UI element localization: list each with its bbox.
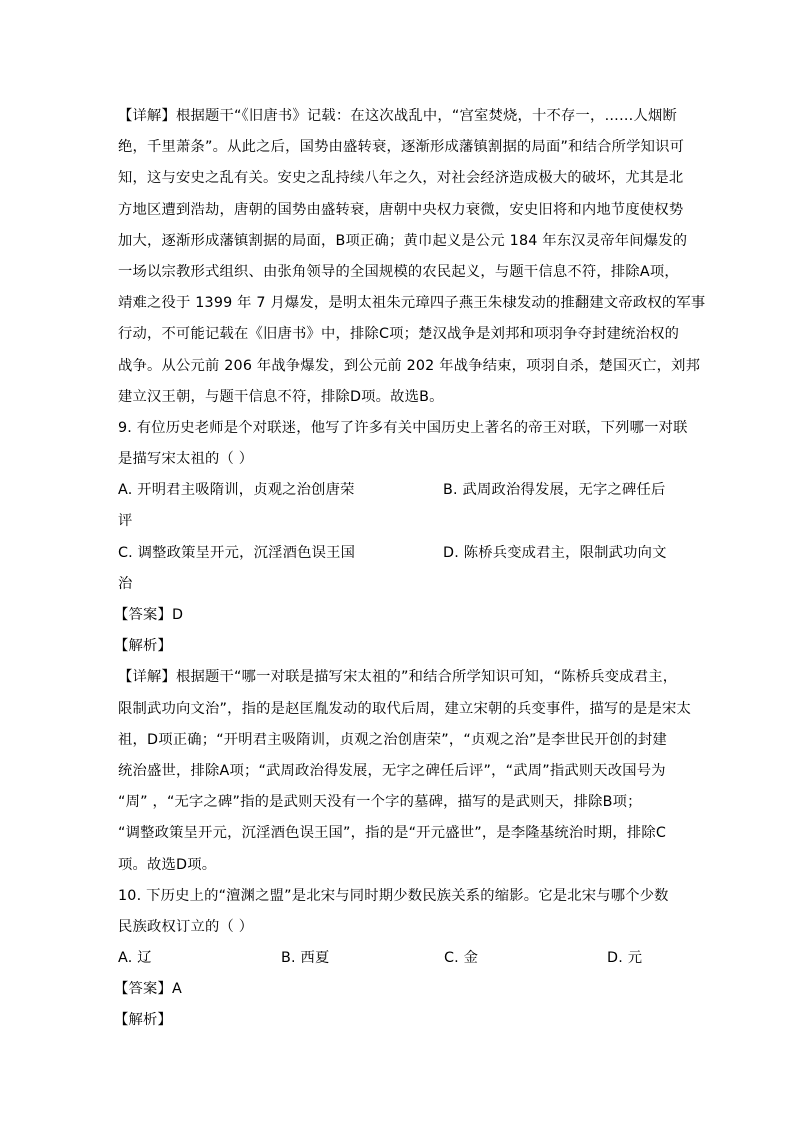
- text-line: 【详解】根据题干“《旧唐书》记载：在这次战乱中，“宫室焚烧，十不存一，……人烟断: [118, 108, 677, 124]
- text-line: 项。故选D项。: [118, 856, 217, 873]
- option-d-wrap: 治: [118, 575, 133, 592]
- option-b-wrap: 评: [118, 513, 133, 530]
- option-d: D. 陈桥兵变成君主，限制武功向文: [443, 544, 667, 561]
- text-line: 加大，逐渐形成藩镇割据的局面，B项正确；黄巾起义是公元 184 年东汉灵帝年间爆发的: [118, 232, 688, 249]
- question-10: [114, 881, 678, 1037]
- text-line: 一场以宗教形式组织、由张角领导的全国规模的农民起义，与题干信息不符，排除A项，: [118, 263, 679, 280]
- question-stem: 民族政权订立的（ ）: [118, 918, 254, 935]
- text-line: 知，这与安史之乱有关。安史之乱持续八年之久，对社会经济造成极大的破坏，尤其是北: [118, 170, 684, 187]
- answer-label: 【答案】D: [114, 607, 184, 623]
- option-a: A. 开明君主吸隋训，贞观之治创唐荣: [118, 482, 355, 499]
- question-stem: 10. 下历史上的“澶渊之盟”是北宋与同时期少数民族关系的缩影。它是北宋与哪个少数: [118, 887, 669, 904]
- document-page: [114, 101, 706, 1037]
- text-line: “周” ，“无字之碑”指的是武则天没有一个字的墓碑，描写的是武则天，排除B项；: [118, 794, 642, 811]
- question-stem: 是描写宋太祖的（ ）: [118, 451, 254, 468]
- question-stem: 9. 有位历史老师是个对联迷，他写了许多有关中国历史上著名的帝王对联，下列哪一对联: [118, 419, 688, 436]
- option-b: B. 西夏: [281, 950, 330, 967]
- text-line: “调整政策呈开元，沉淫酒色误王国”，指的是“开元盛世”，是李隆基统治时期，排除C: [118, 825, 666, 842]
- options-row: [118, 943, 678, 974]
- text-line: 方地区遭到浩劫，唐朝的国势由盛转衰，唐朝中央权力衰微，安史旧将和内地节度使权势: [118, 201, 684, 218]
- q9-explanation: [118, 662, 691, 880]
- option-c: C. 调整政策呈开元，沉淫酒色误王国: [118, 544, 356, 561]
- text-line: 建立汉王朝，与题干信息不符，排除D项。故选B。: [118, 388, 444, 405]
- analysis-label: 【解析】: [114, 638, 172, 655]
- option-b: B. 武周政治得发展，无字之碑任后: [443, 482, 666, 499]
- text-line: 靖难之役于 1399 年 7 月爆发，是明太祖朱元璋四子燕王朱棣发动的推翻建文帝政权的军事: [118, 295, 706, 312]
- q8-explanation: [118, 101, 706, 413]
- answer-label: 【答案】A: [114, 981, 182, 998]
- analysis-label: 【解析】: [114, 1012, 172, 1029]
- options-row: [118, 475, 678, 506]
- text-line: 祖，D项正确；“开明君主吸隋训，贞观之治创唐荣”，“贞观之治”是李世民开创的封建: [118, 731, 668, 748]
- text-line: 【详解】根据题干“哪一对联是描写宋太祖的”和结合所学知识可知，“陈桥兵变成君主，: [118, 669, 678, 686]
- options-row: [118, 538, 678, 569]
- option-c: C. 金: [444, 950, 479, 967]
- option-a: A. 辽: [118, 950, 152, 967]
- text-line: 行动，不可能记载在《旧唐书》中，排除C项；楚汉战争是刘邦和项羽争夺封建统治权的: [118, 326, 680, 343]
- text-line: 限制武功向文治”，指的是赵匡胤发动的取代后周，建立宋朝的兵变事件，描写的是是宋太: [118, 700, 691, 717]
- option-d: D. 元: [607, 950, 643, 967]
- question-9: [114, 413, 691, 881]
- text-line: 绝，千里萧条”。从此之后，国势由盛转衰，逐渐形成藩镇割据的局面”和结合所学知识可: [118, 139, 685, 156]
- text-line: 统治盛世，排除A项；“武周政治得发展，无字之碑任后评”，“武周”指武则天改国号为: [118, 762, 666, 779]
- text-line: 战争。从公元前 206 年战争爆发，到公元前 202 年战争结束，项羽自杀，楚国灭亡，刘邦: [118, 357, 701, 374]
